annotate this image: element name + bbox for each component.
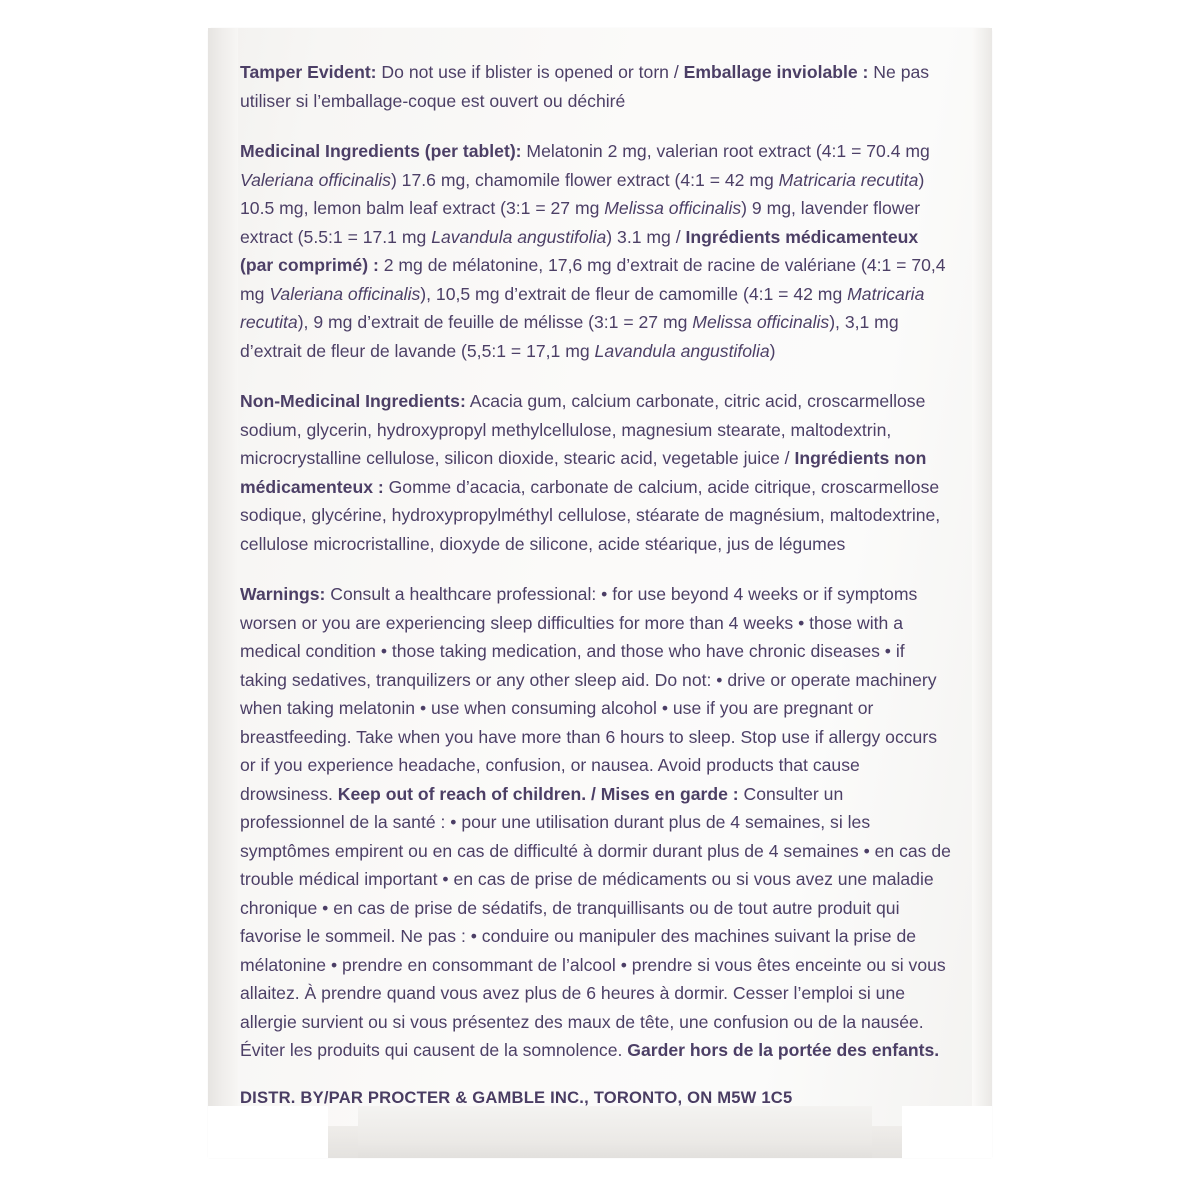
medicinal-fr-italic-2: Matricaria recutita (240, 283, 925, 332)
carton-left-fold (208, 28, 238, 1158)
medicinal-fr-1: 2 mg de mélatonine, 17,6 mg d’extrait de racine de valériane (4:1 = 70,4 mg (240, 255, 946, 304)
flap-center (358, 1106, 872, 1158)
medicinal-ingredients-label-fr: Ingrédients médicamenteux (par comprimé) : (240, 226, 919, 275)
carton-bottom-flap (208, 1106, 992, 1158)
warnings-paragraph (240, 580, 952, 1065)
product-carton (208, 28, 992, 1158)
medicinal-en-italic-1: Valeriana officinalis (240, 169, 391, 190)
flap-notch-right (902, 1106, 992, 1158)
keep-out-of-reach-fr: Garder hors de la portée des enfants. (627, 1040, 940, 1060)
medicinal-en-italic-3: Melissa officinalis (604, 198, 742, 218)
non-medicinal-text-fr: Gomme d’acacia, carbonate de calcium, acide citrique, croscarmellose sodique, glycérine, hydroxypropylméthyl cellulose, stéarate de magnésium, maltodextrine, cellulose microcristalline, dioxyde de silicone, acide stéarique, jus de légumes (240, 476, 941, 554)
warnings-text-fr: Consulter un professionnel de la santé : • pour une utilisation durant plus de 4 semaines, si les symptômes empirent ou en cas de difficulté à dormir durant plus de 4 semaines • en cas de trouble médical important • en cas de prise de médicaments ou si vous avez une maladie chronique • en cas de prise de sédatifs, de tranquillisants ou de tout autre produit qui favorise le sommeil. Ne pas : • conduire ou manipuler des machines suivant la prise de mélatonine • prendre en consommant de l’alcool • prendre si vous êtes enceinte ou si vous allaitez. À prendre quand vous avez plus de 6 heures à dormir. Cesser l’emploi si une allergie survient ou si vous présentez des maux de tête, une confusion ou de la nausée. Éviter les produits qui causent de la somnolence. (240, 783, 951, 1060)
medicinal-ingredients-paragraph (240, 137, 952, 365)
medicinal-en-italic-4: Lavandula angustifolia (431, 226, 607, 247)
medicinal-fr-italic-1: Valeriana officinalis (269, 283, 421, 304)
medicinal-fr-italic-4: Lavandula angustifolia (594, 340, 770, 361)
medicinal-fr-4: ), 3,1 mg d’extrait de fleur de lavande (5,5:1 = 17,1 mg (240, 312, 899, 361)
medicinal-en-2: ) 17.6 mg, chamomile flower extract (4:1 = 42 mg (390, 169, 779, 190)
label-text-panel (240, 58, 952, 1111)
tamper-evident-label-fr: Emballage inviolable : (683, 62, 869, 82)
flap-notch-left (208, 1106, 328, 1158)
non-medicinal-label-fr: Ingrédients non médicamenteux : (240, 448, 927, 497)
medicinal-fr-5: ) (769, 340, 776, 361)
medicinal-fr-italic-3: Melissa officinalis (692, 312, 830, 332)
warnings-text-en: Consult a healthcare professional: • for use beyond 4 weeks or if symptoms worsen or you are experiencing sleep difficulties for more than 4 weeks • those with a medical condition • those taking medication, and those who have chronic diseases • if taking sedatives, tranquilizers or any other sleep aid. Do not: • drive or operate machinery when taking melatonin • use when consuming alcohol • use if you are pregnant or breastfeeding. Take when you have more than 6 hours to sleep. Stop use if allergy occurs or if you experience headache, confusion, or nausea. Avoid products that cause drowsiness. (240, 584, 937, 804)
medicinal-en-1: Melatonin 2 mg, valerian root extract (4:1 = 70.4 mg (521, 141, 930, 161)
medicinal-ingredients-label-en: Medicinal Ingredients (per tablet): (240, 141, 522, 161)
medicinal-fr-2: ), 10,5 mg d’extrait de fleur de camomille (4:1 = 42 mg (420, 283, 848, 304)
medicinal-en-5: ) 3.1 mg / (606, 226, 686, 247)
flap-tab-left (328, 1126, 358, 1158)
medicinal-fr-3: ), 9 mg d’extrait de feuille de mélisse (3:1 = 27 mg (297, 312, 693, 332)
non-medicinal-text-en: Acacia gum, calcium carbonate, citric acid, croscarmellose sodium, glycerin, hydroxypropyl methylcellulose, magnesium stearate, maltodextrin, microcrystalline cellulose, silicon dioxide, stearic acid, vegetable juice / (240, 391, 926, 468)
medicinal-en-3: ) 10.5 mg, lemon balm leaf extract (3:1 = 27 mg (240, 169, 925, 218)
tamper-evident-paragraph (240, 58, 952, 115)
distributor-line: DISTR. BY/PAR PROCTER & GAMBLE INC., TORONTO, ON M5W 1C5 (240, 1087, 793, 1107)
carton-right-fold (972, 28, 992, 1158)
tamper-evident-label: Tamper Evident: (240, 62, 377, 82)
tamper-evident-text-en: Do not use if blister is opened or torn / (376, 62, 684, 82)
keep-out-of-reach-en: Keep out of reach of children. / Mises en garde : (337, 783, 739, 804)
medicinal-en-4: ) 9 mg, lavender flower extract (5.5:1 = 17.1 mg (240, 198, 921, 247)
warnings-label-en: Warnings: (240, 584, 326, 604)
non-medicinal-ingredients-paragraph (240, 387, 952, 558)
medicinal-en-italic-2: Matricaria recutita (778, 169, 919, 190)
flap-tab-right (872, 1126, 902, 1158)
tamper-evident-text-fr: Ne pas utiliser si l’emballage-coque est ouvert ou déchiré (240, 62, 930, 111)
non-medicinal-label-en: Non-Medicinal Ingredients: (240, 391, 466, 411)
